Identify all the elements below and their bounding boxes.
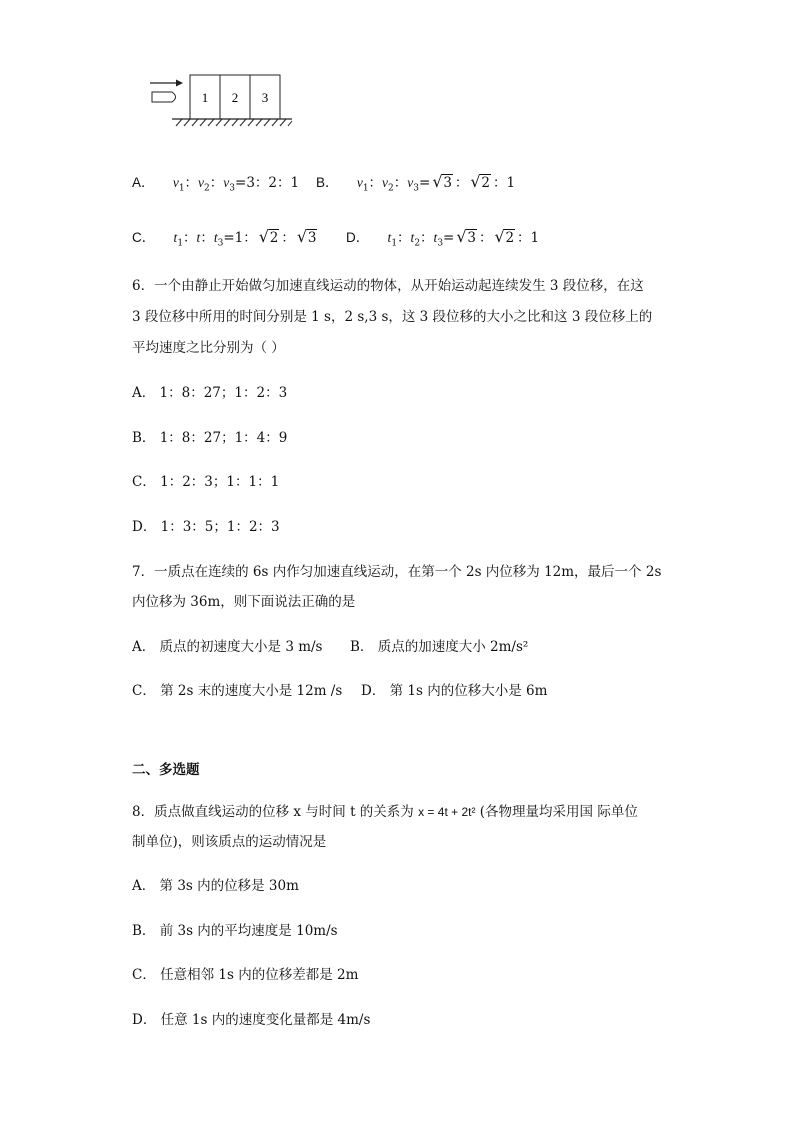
- q5-option-c: [132, 226, 319, 249]
- q7-option-b: B． 质点的加速度大小 2m/s²: [350, 639, 529, 655]
- q6-option-a: A． 1：8：27；1：2：3: [132, 385, 288, 401]
- q5-option-c-eq: =1：: [223, 230, 257, 246]
- q5-option-d: [346, 226, 539, 249]
- q8-option-c: C． 任意相邻 1s 内的位移差都是 2m: [132, 967, 359, 983]
- q5-option-d-expr: $t_1$：$t_2$：$t_3=√$ 3 ：√ 2 ：1: [388, 230, 540, 246]
- q5-option-b-label: B．: [316, 175, 339, 190]
- q5-option-b-tail: ：1: [493, 175, 516, 191]
- block-2-label: 2: [231, 90, 239, 105]
- q7-option-d: D． 第 1s 内的位移大小是 6m: [361, 683, 548, 699]
- velocity-arrow-head: [176, 80, 183, 87]
- q5-option-d-label: D．: [346, 230, 370, 245]
- q6-stem-line-3: 平均速度之比分别为（ ）: [132, 340, 285, 356]
- q8-stem-line-2: 制单位)，则该质点的运动情况是: [132, 834, 327, 850]
- q5-option-c-expr: $t_1$：t：$t_3=1$：√ 2 ：√ 3: [174, 230, 320, 246]
- q5-option-a: [132, 171, 299, 194]
- sqrt-2: √ 2: [494, 230, 515, 246]
- q5-option-a-tail: =3：2：1: [235, 175, 300, 191]
- q5-option-a-label: A．: [132, 175, 155, 190]
- q7-option-c: C． 第 2s 末的速度大小是 12m /s: [132, 683, 343, 699]
- q8-option-a: A． 第 3s 内的位移是 30m: [132, 878, 299, 894]
- ground-hatching: [176, 119, 292, 126]
- section-title: 二、多选题: [132, 762, 200, 778]
- q7-stem-line-2: 内位移为 36m，则下面说法正确的是: [132, 594, 356, 610]
- q8-option-d: D． 任意 1s 内的速度变化量都是 4m/s: [132, 1012, 371, 1028]
- q5-option-c-label: C．: [132, 230, 156, 245]
- q8-stem-pre: 8．质点做直线运动的位移 x 与时间 t 的关系为: [132, 804, 414, 820]
- blocks-figure: [146, 70, 296, 132]
- q5-option-a-expr: $v_1$：$v_2$：$v_3=3$：2：1: [172, 175, 300, 194]
- sqrt-3: √ 3: [432, 175, 453, 191]
- q6-stem-line-2: 3 段位移中所用的时间分别是 1 s，2 s,3 s，这 3 段位移的大小之比和这 3 段位移上的: [132, 309, 653, 325]
- q8-option-b: B． 前 3s 内的平均速度是 10m/s: [132, 923, 338, 939]
- sqrt-3: √ 3: [297, 230, 318, 246]
- bullet-shape: [152, 92, 176, 102]
- blocks-diagram: [146, 70, 296, 132]
- q5-option-b-eq: =: [419, 175, 431, 191]
- q5-option-d-tail: ：1: [517, 230, 540, 246]
- q8-formula: x = 4t + 2t²: [418, 805, 476, 819]
- sqrt-3: √ 3: [456, 230, 477, 246]
- q8-stem-line-1: [132, 800, 638, 820]
- q6-option-d: D． 1：3：5；1：2：3: [132, 519, 280, 535]
- q6-stem-line-1: 6．一个由静止开始做匀加速直线运动的物体，从开始运动起连续发生 3 段位移，在这: [132, 278, 644, 294]
- q6-option-b: B． 1：8：27；1：4：9: [132, 430, 288, 446]
- block-3-label: 3: [261, 90, 269, 105]
- q5-option-d-eq: =: [443, 230, 455, 246]
- q5-option-b: [316, 171, 515, 194]
- q7-option-a: A． 质点的初速度大小是 3 m/s: [132, 639, 323, 655]
- q5-option-b-expr: $v_1$：$v_2$：$v_3=√$ 3 ：√ 2 ：1: [357, 175, 515, 191]
- q8-stem-post: (各物理量均采用国 际单位: [479, 804, 638, 820]
- sqrt-2: √ 2: [470, 175, 491, 191]
- q6-option-c: C． 1：2：3；1：1：1: [132, 474, 280, 490]
- q7-stem-line-1: 7．一质点在连续的 6s 内作匀加速直线运动，在第一个 2s 内位移为 12m，最后一个 2s: [132, 564, 662, 580]
- block-1-label: 1: [201, 90, 209, 105]
- sqrt-2: √ 2: [259, 230, 280, 246]
